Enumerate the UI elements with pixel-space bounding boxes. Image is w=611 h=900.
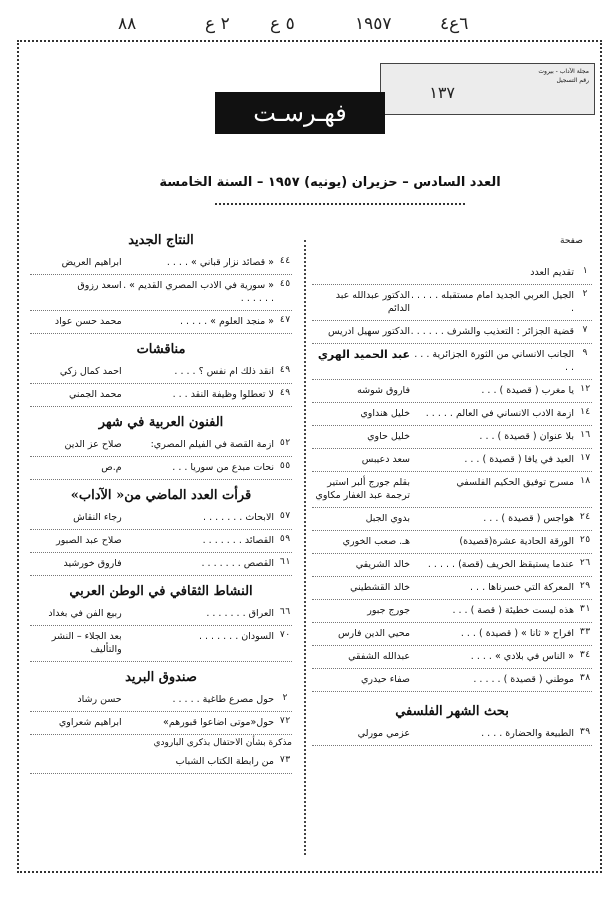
toc-right-column — [312, 262, 592, 746]
entry-note: مذكرة بشأن الاحتفال بذكرى البارودي — [153, 738, 292, 748]
entry-author: ابراهيم شعراوي — [58, 717, 122, 728]
entry-title: من رابطة الكتاب الشباب — [175, 756, 274, 767]
page-column-label: صفحة — [560, 236, 583, 246]
entry-author: صفاء حيدري — [360, 674, 410, 685]
entry-title: حول مصرع طاغية . . . . . — [172, 694, 274, 705]
entry-author: احمد كمال زكي — [59, 366, 122, 377]
toc-entry — [312, 380, 592, 403]
page-number: ٥٥ — [279, 461, 291, 471]
toc-left-column — [30, 225, 292, 774]
stamp-line: مجلة الآداب - بيروت — [538, 68, 589, 75]
entry-title: حول«موتى اضاعوا قبورهم» — [163, 717, 274, 728]
toc-entry — [30, 361, 292, 384]
entry-author: صلاح عبد الصبور — [56, 535, 122, 546]
entry-title: يا مغرب ( قصيدة ) . . . — [481, 385, 574, 396]
entry-author: حسن رشاد — [77, 694, 122, 705]
page-number: ٢٤ — [579, 512, 591, 522]
entry-title: قضية الجزائر : التعذيب والشرف . . . . . . — [410, 326, 574, 337]
entry-title: الطبيعة والحضارة . . . . — [481, 728, 574, 739]
divider-ornament — [215, 199, 465, 205]
page-number: ٦١ — [279, 557, 291, 567]
entry-author: فاروق شوشه — [357, 385, 410, 396]
page-number: ٤٩ — [279, 365, 291, 375]
handwritten-mark: ٥ ع — [270, 14, 295, 34]
entry-title: الجيل العربي الجديد امام مستقبله . . . . . . — [410, 290, 574, 314]
page-number: ٦٦ — [279, 607, 291, 617]
toc-entry — [30, 712, 292, 735]
entry-title: هذه ليست خطيئة ( قصة ) . . . — [452, 605, 574, 616]
section-heading: النشاط الثقافي في الوطن العربي — [69, 584, 253, 599]
column-divider — [304, 240, 306, 855]
entry-author: عبدالله الشفقي — [348, 651, 410, 662]
entry-author: الدكتور عبدالله عبد الدائم — [335, 290, 410, 314]
toc-entry — [312, 321, 592, 344]
toc-entry — [312, 285, 592, 321]
entry-title: الابحاث . . . . . . . — [203, 512, 274, 523]
page-number: ١٦ — [579, 430, 591, 440]
entry-author: م.ص — [101, 462, 122, 473]
toc-entry — [30, 434, 292, 457]
entry-title: انقد ذلك ام نفس ؟ . . . . — [174, 366, 274, 377]
toc-entry — [30, 275, 292, 311]
handwritten-mark: ٨٨ — [118, 14, 137, 34]
entry-author: خالد الشريقي — [355, 559, 410, 570]
toc-entry — [312, 262, 592, 285]
entry-author: الدكتور سهيل ادريس — [327, 326, 410, 337]
toc-entry — [30, 689, 292, 712]
page-number: ٢٥ — [579, 535, 591, 545]
section-heading: صندوق البريد — [125, 670, 197, 685]
toc-entry — [30, 507, 292, 530]
entry-author: سعد دعيبس — [361, 454, 410, 465]
entry-author: عبد الحميد الهري — [317, 348, 410, 361]
entry-author: فاروق خورشيد — [63, 558, 122, 569]
page-number: ٧٣ — [279, 755, 291, 765]
entry-author: ابراهيم العريض — [61, 257, 122, 268]
entry-title: السودان . . . . . . . — [198, 631, 274, 642]
entry-title: ازمة الادب الانساني في العالم . . . . . — [425, 408, 574, 419]
issue-line: العدد السادس – حزيران (يونيه) ١٩٥٧ – السنة الخامسة — [159, 175, 501, 190]
page-number: ٩ — [582, 348, 588, 358]
page-number: ٥٧ — [279, 511, 291, 521]
entry-author: اسعد رزوق — [77, 280, 122, 291]
page-number: ٣٨ — [579, 673, 591, 683]
toc-entry — [312, 577, 592, 600]
entry-title: الورقة الحادية عشرة(قصيدة) — [459, 536, 574, 547]
handwritten-mark: ٢ ع — [205, 14, 230, 34]
page-number: ٧٠ — [279, 630, 291, 640]
toc-entry — [312, 472, 592, 508]
entry-title: المعركة التي خسرناها . . . — [470, 582, 574, 593]
entry-title: بلا عنوان ( قصيدة ) . . . — [479, 431, 574, 442]
entry-author: جورج جبور — [367, 605, 410, 616]
entry-author: بعد الجلاء – النشر والتأليف — [51, 631, 122, 655]
toc-entry — [30, 457, 292, 480]
toc-entry — [30, 252, 292, 275]
toc-entry — [30, 530, 292, 553]
page-number: ٥٢ — [279, 438, 291, 448]
entry-title: « منجد العلوم » . . . . . — [179, 316, 274, 327]
entry-author: ربيع الفن في بغداد — [48, 608, 122, 619]
section-heading: النتاج الجديد — [128, 233, 194, 248]
library-stamp — [380, 63, 595, 115]
toc-entry — [30, 384, 292, 407]
entry-title: موطني ( قصيدة ) . . . . . — [473, 674, 574, 685]
entry-title: العيد في يافا ( قصيدة ) . . . — [464, 454, 574, 465]
entry-author: بدوي الجبل — [365, 513, 410, 524]
toc-entry — [30, 311, 292, 334]
page-number: ١٨ — [579, 476, 591, 486]
page-number: ١٤ — [579, 407, 591, 417]
entry-title: عندما يستيقظ الخريف (قصة) . . . . . — [427, 559, 574, 570]
entry-title: تقديم العدد — [530, 267, 574, 278]
toc-entry — [30, 553, 292, 576]
page-number: ٥٩ — [279, 534, 291, 544]
entry-title: القصص . . . . . . . — [201, 558, 274, 569]
entry-author: صلاح عز الدين — [64, 439, 122, 450]
toc-entry — [30, 603, 292, 626]
page-number: ٤٩ — [279, 388, 291, 398]
toc-entry — [312, 600, 592, 623]
handwritten-year: ١٩٥٧ — [355, 14, 392, 34]
stamp-number: ١٣٧ — [429, 83, 455, 102]
entry-author: خالد القشطيني — [350, 582, 410, 593]
page-number: ٤٥ — [279, 279, 291, 289]
toc-entry — [30, 751, 292, 774]
section-heading: مناقشات — [136, 342, 186, 357]
handwritten-mark: ٦ع٤ — [440, 14, 469, 34]
page-number: ١٧ — [579, 453, 591, 463]
page-number: ٢٩ — [579, 581, 591, 591]
page-number: ١٢ — [579, 384, 591, 394]
page-number: ٢٦ — [579, 558, 591, 568]
section-heading: قرأت العدد الماضي من« الآداب» — [70, 488, 252, 503]
page-title: فهـرسـت — [215, 92, 385, 134]
toc-entry — [312, 403, 592, 426]
entry-author: محمد حسن عواد — [54, 316, 122, 327]
entry-title: افراح « ثانا » ( قصيدة ) . . . — [460, 628, 574, 639]
page-number: ٧٢ — [279, 716, 291, 726]
entry-title: نحات مبدع من سوريا . . . — [172, 462, 274, 473]
page-number: ٧ — [582, 325, 588, 335]
page-number: ٣٣ — [579, 627, 591, 637]
page-number: ٤٧ — [279, 315, 291, 325]
page-number: ٤٤ — [279, 256, 291, 266]
entry-title: لا تعطلوا وظيفة النقد . . . — [172, 389, 274, 400]
entry-title: الجانب الانساني من الثورة الجزائرية . . . . . — [414, 349, 574, 373]
toc-entry — [312, 531, 592, 554]
toc-entry — [312, 449, 592, 472]
entry-author: رجاء النقاش — [73, 512, 122, 523]
entry-title: « قصائد نزار قباني » . . . . — [166, 257, 274, 268]
entry-title: العراق . . . . . . . — [206, 608, 274, 619]
page-number: ١ — [582, 266, 588, 276]
page-number: ٢ — [282, 693, 288, 703]
entry-author: خليل هنداوي — [360, 408, 410, 419]
entry-author: محمد الجمني — [69, 389, 122, 400]
page-number: ٣٩ — [579, 727, 591, 737]
toc-entry — [312, 344, 592, 380]
toc-entry — [312, 723, 592, 746]
page-number: ٣٤ — [579, 650, 591, 660]
page-number: ٢ — [582, 289, 588, 299]
entry-author: بقلم جورج ألبر استير ترجمة عبد الغفار مكاوي — [315, 477, 410, 501]
entry-title: هواجس ( قصيدة ) . . . — [483, 513, 574, 524]
toc-entry — [312, 554, 592, 577]
entry-title: القصائد . . . . . . . — [202, 535, 274, 546]
entry-title: مسرح توفيق الحكيم الفلسفي — [456, 477, 574, 488]
entry-title: « الناس في بلادي » . . . . — [470, 651, 574, 662]
entry-author: محيي الدين فارس — [337, 628, 410, 639]
toc-entry — [312, 426, 592, 449]
entry-title: « سورية في الادب المصري القديم » . . . . . . . — [123, 280, 274, 304]
section-heading: الفنون العربية في شهر — [98, 415, 224, 430]
toc-entry — [312, 508, 592, 531]
page-number: ٣١ — [579, 604, 591, 614]
toc-entry — [312, 669, 592, 692]
toc-entry — [30, 626, 292, 662]
stamp-line: رقم التسجيل — [556, 77, 589, 84]
entry-author: عزمي مورلي — [357, 728, 410, 739]
section-heading: بحث الشهر الفلسفي — [395, 704, 509, 719]
entry-title: ازمة القصة في الفيلم المصري: — [150, 439, 274, 450]
toc-entry — [312, 623, 592, 646]
entry-author: خليل حاوي — [367, 431, 410, 442]
toc-entry — [312, 646, 592, 669]
entry-author: هـ. صعب الخوري — [342, 536, 410, 547]
